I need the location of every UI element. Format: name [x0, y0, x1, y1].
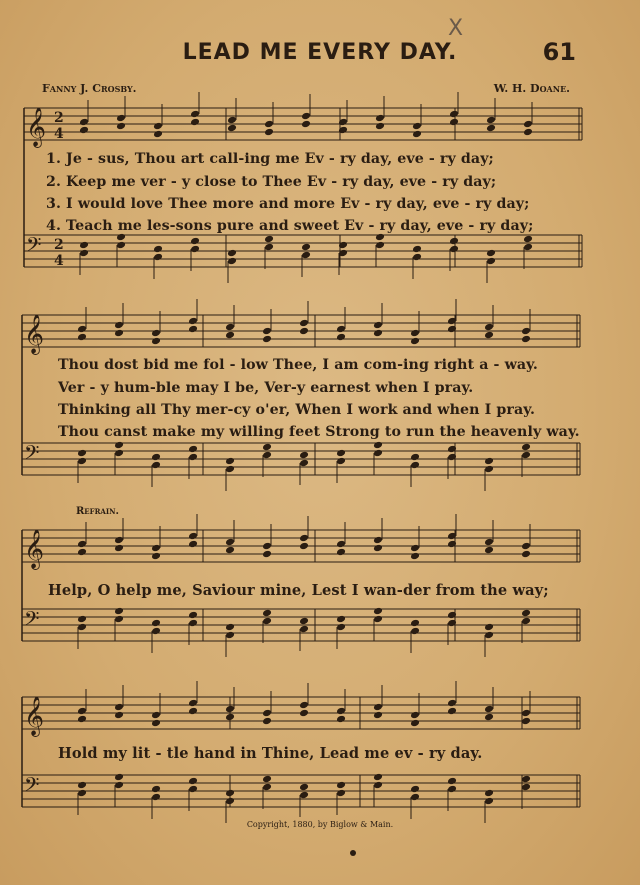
note-head — [299, 701, 309, 710]
note-head — [151, 453, 161, 462]
note-head — [410, 793, 420, 802]
note-head — [114, 329, 124, 338]
time-signature-bottom: 4 — [54, 253, 64, 269]
note-head — [114, 773, 124, 782]
note-head — [188, 540, 198, 549]
note-head — [336, 457, 346, 466]
note-head — [373, 773, 383, 782]
note-head — [188, 707, 198, 716]
note-head — [486, 249, 496, 258]
note-head — [336, 615, 346, 624]
note-head — [227, 116, 237, 125]
note-head — [77, 333, 87, 342]
note-head — [188, 325, 198, 334]
note-head — [77, 548, 87, 557]
note-head — [521, 617, 531, 626]
note-head — [336, 707, 346, 716]
note-head — [151, 552, 161, 561]
note-head — [188, 777, 198, 786]
verse-2-line-1: 2. Keep me ver - y close to Thee Ev - ry day, eve - ry day; — [46, 174, 497, 190]
note-head — [336, 715, 346, 724]
treble-clef: 𝄞 — [24, 314, 45, 354]
page-number: 61 — [542, 38, 576, 66]
note-head — [375, 233, 385, 242]
note-head — [77, 449, 87, 458]
note-head — [336, 781, 346, 790]
note-head — [262, 717, 272, 726]
verse-1-line-1: 1. Je - sus, Thou art call-ing me Ev - ry day, eve - ry day; — [46, 151, 494, 167]
note-head — [375, 122, 385, 131]
note-head — [262, 451, 272, 460]
note-head — [114, 536, 124, 545]
note-head — [225, 631, 235, 640]
note-head — [336, 333, 346, 342]
note-head — [190, 245, 200, 254]
note-head — [447, 785, 457, 794]
note-head — [521, 542, 531, 551]
note-head — [299, 709, 309, 718]
note-head — [521, 327, 531, 336]
note-head — [523, 235, 533, 244]
note-head — [521, 443, 531, 452]
note-head — [299, 459, 309, 468]
note-head — [262, 443, 272, 452]
note-head — [264, 243, 274, 252]
note-head — [151, 544, 161, 553]
note-head — [521, 783, 531, 792]
note-head — [373, 544, 383, 553]
note-head — [336, 548, 346, 557]
verse-1-line-2: Thou dost bid me fol - low Thee, I am com-ing right a - way. — [58, 357, 538, 373]
note-head — [262, 335, 272, 344]
verse-4-line-1: 4. Teach me les-sons pure and sweet Ev - ry day, eve - ry day; — [46, 218, 534, 234]
note-head — [447, 699, 457, 708]
note-head — [116, 241, 126, 250]
note-head — [484, 713, 494, 722]
note-head — [114, 607, 124, 616]
note-head — [447, 707, 457, 716]
note-head — [484, 457, 494, 466]
note-head — [77, 457, 87, 466]
note-head — [521, 775, 531, 784]
note-head — [190, 110, 200, 119]
note-head — [188, 317, 198, 326]
note-head — [449, 245, 459, 254]
lyricist-credit: Fanny J. Crosby. — [42, 82, 137, 95]
verse-2-line-2: Ver - y hum-ble may I be, Ver-y earnest when I pray. — [58, 380, 474, 396]
pencil-mark: X — [448, 16, 464, 41]
note-head — [336, 540, 346, 549]
note-head — [151, 627, 161, 636]
note-head — [225, 457, 235, 466]
note-head — [299, 625, 309, 634]
bass-clef: 𝄢 — [24, 441, 40, 469]
note-head — [301, 251, 311, 260]
note-head — [114, 544, 124, 553]
bass-clef: 𝄢 — [24, 607, 40, 635]
note-head — [188, 453, 198, 462]
note-head — [262, 542, 272, 551]
note-head — [373, 441, 383, 450]
note-head — [225, 323, 235, 332]
note-head — [336, 325, 346, 334]
note-head — [375, 241, 385, 250]
page-dot — [350, 850, 356, 856]
note-head — [151, 329, 161, 338]
note-head — [336, 623, 346, 632]
note-head — [77, 715, 87, 724]
treble-clef: 𝄞 — [24, 696, 45, 736]
time-signature-top: 2 — [54, 237, 64, 253]
note-head — [153, 130, 163, 139]
note-head — [521, 451, 531, 460]
note-head — [521, 550, 531, 559]
treble-clef: 𝄞 — [24, 529, 45, 569]
note-head — [79, 249, 89, 258]
note-head — [484, 331, 494, 340]
note-head — [114, 615, 124, 624]
hymn-title: LEAD ME EVERY DAY. — [182, 40, 458, 65]
note-head — [153, 245, 163, 254]
note-head — [153, 253, 163, 262]
note-head — [114, 441, 124, 450]
note-head — [486, 124, 496, 133]
bass-clef: 𝄢 — [26, 233, 42, 261]
note-head — [299, 327, 309, 336]
note-head — [412, 122, 422, 131]
note-head — [116, 233, 126, 242]
note-head — [373, 607, 383, 616]
note-head — [412, 245, 422, 254]
verse-4-line-2: Thou canst make my willing feet Strong to run the heavenly way. — [58, 424, 580, 440]
verse-3-line-2: Thinking all Thy mer-cy o'er, When I work and when I pray. — [58, 402, 536, 418]
note-head — [521, 709, 531, 718]
note-head — [151, 711, 161, 720]
note-head — [114, 781, 124, 790]
note-head — [447, 777, 457, 786]
note-head — [225, 789, 235, 798]
note-head — [151, 337, 161, 346]
note-head — [412, 253, 422, 262]
note-head — [412, 130, 422, 139]
note-head — [373, 329, 383, 338]
note-head — [484, 323, 494, 332]
note-head — [227, 249, 237, 258]
note-head — [336, 449, 346, 458]
note-head — [301, 243, 311, 252]
note-head — [225, 465, 235, 474]
note-head — [299, 783, 309, 792]
note-head — [449, 118, 459, 127]
note-head — [225, 538, 235, 547]
note-head — [410, 544, 420, 553]
note-head — [484, 465, 494, 474]
note-head — [264, 120, 274, 129]
note-head — [77, 325, 87, 334]
note-head — [373, 321, 383, 330]
note-head — [299, 319, 309, 328]
note-head — [227, 257, 237, 266]
note-head — [190, 118, 200, 127]
note-head — [264, 128, 274, 137]
refrain-line-2: Hold my lit - tle hand in Thine, Lead me ev - ry day. — [58, 745, 483, 762]
note-head — [410, 453, 420, 462]
note-head — [410, 719, 420, 728]
note-head — [116, 114, 126, 123]
refrain-line-1: Help, O help me, Saviour mine, Lest I wan-der from the way; — [48, 582, 549, 599]
note-head — [262, 783, 272, 792]
note-head — [225, 331, 235, 340]
note-head — [79, 241, 89, 250]
note-head — [77, 781, 87, 790]
note-head — [486, 116, 496, 125]
note-head — [299, 451, 309, 460]
note-head — [410, 461, 420, 470]
note-head — [79, 126, 89, 135]
note-head — [77, 789, 87, 798]
note-head — [410, 329, 420, 338]
note-head — [114, 449, 124, 458]
note-head — [410, 619, 420, 628]
note-head — [225, 623, 235, 632]
note-head — [227, 124, 237, 133]
note-head — [77, 540, 87, 549]
note-head — [114, 711, 124, 720]
note-head — [484, 546, 494, 555]
note-head — [373, 536, 383, 545]
note-head — [410, 785, 420, 794]
note-head — [521, 609, 531, 618]
note-head — [188, 611, 198, 620]
note-head — [299, 791, 309, 800]
note-head — [262, 550, 272, 559]
note-head — [484, 705, 494, 714]
note-head — [77, 707, 87, 716]
refrain-label: Refrain. — [76, 506, 120, 517]
note-head — [151, 785, 161, 794]
note-head — [262, 775, 272, 784]
note-head — [301, 120, 311, 129]
note-head — [79, 118, 89, 127]
note-head — [225, 546, 235, 555]
note-head — [188, 699, 198, 708]
note-head — [373, 711, 383, 720]
note-head — [151, 619, 161, 628]
note-head — [262, 617, 272, 626]
note-head — [114, 703, 124, 712]
note-head — [77, 623, 87, 632]
note-head — [225, 705, 235, 714]
copyright-notice: Copyright, 1880, by Biglow & Main. — [246, 820, 394, 829]
treble-clef: 𝄞 — [26, 107, 47, 147]
note-head — [449, 237, 459, 246]
note-head — [373, 449, 383, 458]
note-head — [301, 112, 311, 121]
note-head — [484, 797, 494, 806]
note-head — [188, 532, 198, 541]
note-head — [262, 709, 272, 718]
note-head — [188, 445, 198, 454]
note-head — [523, 128, 533, 137]
note-head — [521, 335, 531, 344]
note-head — [114, 321, 124, 330]
note-head — [521, 717, 531, 726]
note-head — [299, 542, 309, 551]
note-head — [410, 711, 420, 720]
time-signature-top: 2 — [54, 110, 64, 126]
note-head — [410, 627, 420, 636]
note-head — [484, 789, 494, 798]
note-head — [151, 793, 161, 802]
note-head — [190, 237, 200, 246]
note-head — [299, 534, 309, 543]
note-head — [336, 789, 346, 798]
composer-credit: W. H. Doane. — [493, 82, 570, 95]
note-head — [449, 110, 459, 119]
note-head — [486, 257, 496, 266]
note-head — [484, 631, 494, 640]
verse-3-line-1: 3. I would love Thee more and more Ev - ry day, eve - ry day; — [46, 196, 530, 212]
note-head — [373, 781, 383, 790]
time-signature-bottom: 4 — [54, 126, 64, 142]
note-head — [264, 235, 274, 244]
note-head — [523, 243, 533, 252]
note-head — [262, 327, 272, 336]
note-head — [410, 552, 420, 561]
note-head — [373, 615, 383, 624]
note-head — [299, 617, 309, 626]
note-head — [225, 797, 235, 806]
note-head — [188, 619, 198, 628]
note-head — [153, 122, 163, 131]
note-head — [151, 719, 161, 728]
note-head — [116, 122, 126, 131]
note-head — [375, 114, 385, 123]
note-head — [484, 623, 494, 632]
note-head — [410, 337, 420, 346]
note-head — [523, 120, 533, 129]
note-head — [225, 713, 235, 722]
note-head — [373, 703, 383, 712]
note-head — [262, 609, 272, 618]
note-head — [484, 538, 494, 547]
note-head — [151, 461, 161, 470]
note-head — [77, 615, 87, 624]
bass-clef: 𝄢 — [24, 773, 40, 801]
note-head — [188, 785, 198, 794]
